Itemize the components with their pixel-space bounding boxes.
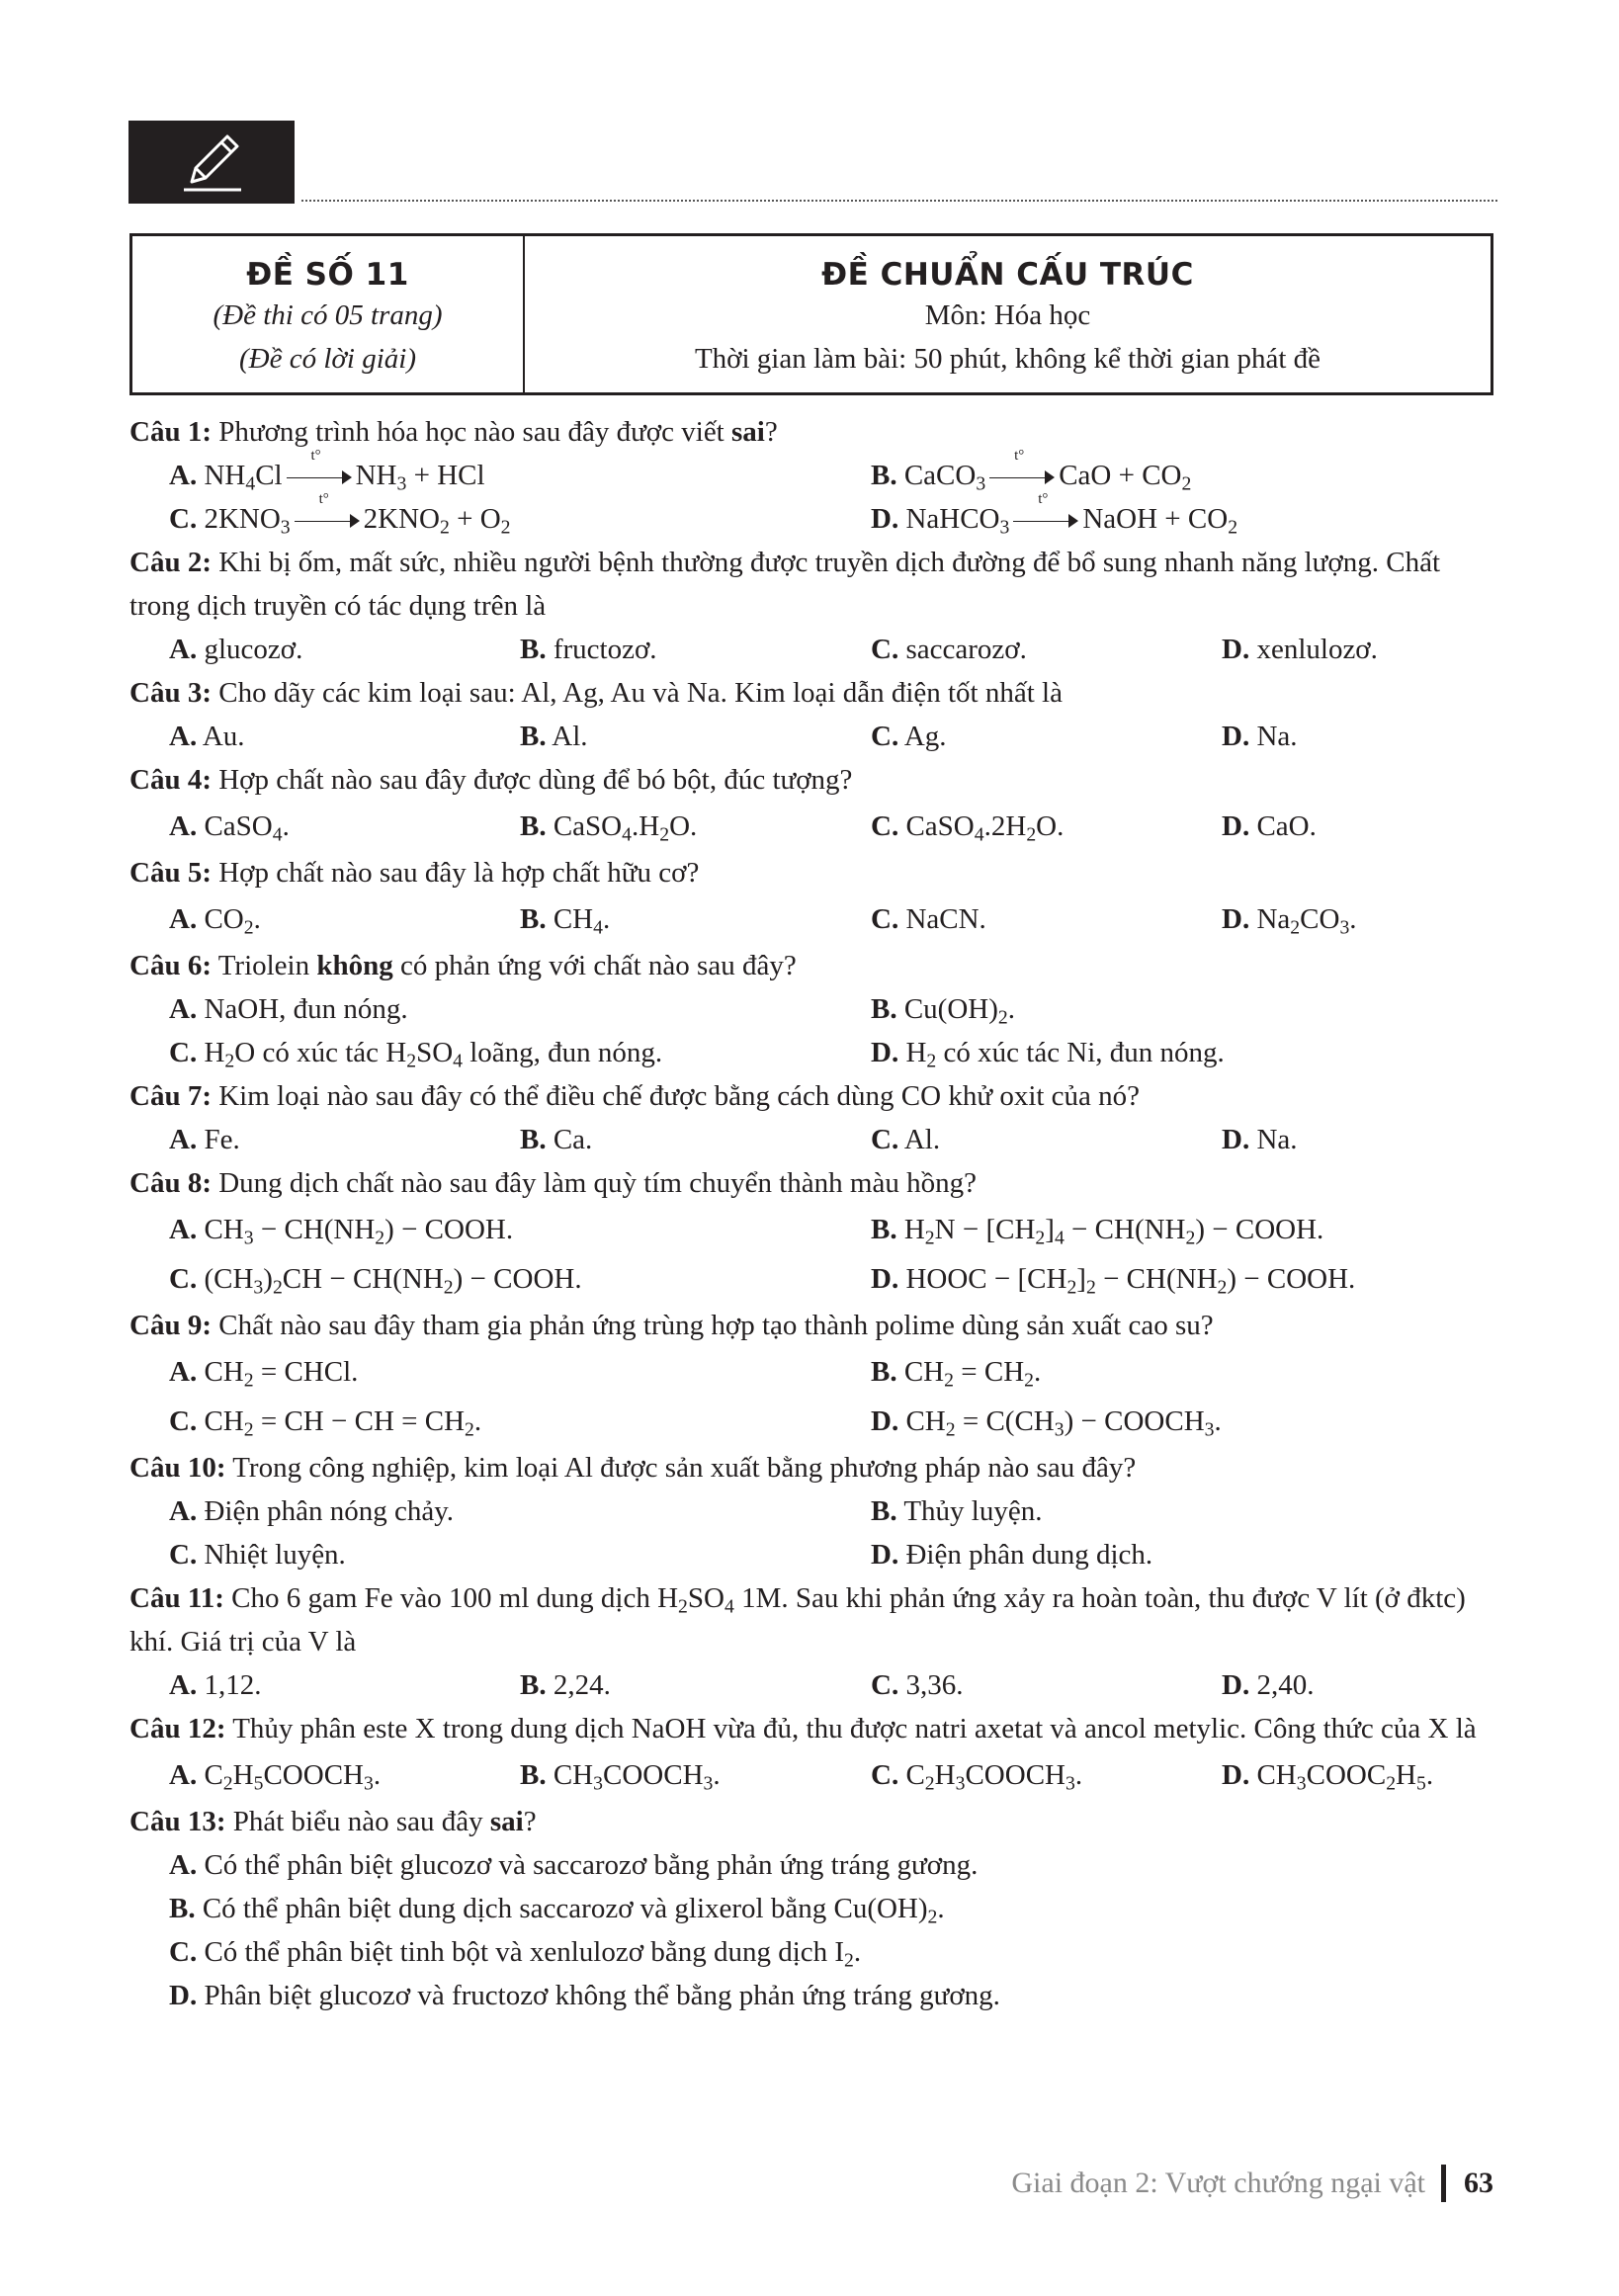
option-a: A. $CH_3 - CH(NH_2)$ − COOH. xyxy=(169,1214,514,1249)
question-1-options-2 xyxy=(129,491,1503,541)
option-b: B. Al. xyxy=(520,721,588,752)
option-b: B. Thủy luyện. xyxy=(871,1495,1043,1527)
option-d: D. $H_2$ có xúc tác Ni, đun nóng. xyxy=(871,1037,1225,1072)
option-a: A. $CH_2$ = CHCl. xyxy=(169,1356,359,1392)
question-12-options xyxy=(129,1750,1503,1800)
question-7: Câu 7: Kim loại nào sau đây có thể điều chế được bằng cách dùng CO khử oxit của nó? xyxy=(129,1080,1141,1112)
subject: Môn: Hóa học xyxy=(924,299,1091,331)
option-b: B. $CaSO_4.H_2O$. xyxy=(520,810,698,846)
page-footer xyxy=(1011,2165,1493,2202)
question-3-options xyxy=(129,715,1503,758)
option-a: A. NaOH, đun nóng. xyxy=(169,993,408,1025)
option-c: C. saccarozơ. xyxy=(871,634,1027,665)
question-10: Câu 10: Trong công nghiệp, kim loại Al được sản xuất bằng phương pháp nào sau đây? xyxy=(129,1452,1137,1484)
option-d: D. $CH_2 = C(CH_3)$ − $COOCH_3$. xyxy=(871,1405,1222,1441)
reaction-arrow: t° xyxy=(295,511,360,531)
option-a: A. 1,12. xyxy=(169,1669,262,1701)
question-6-options-2 xyxy=(129,1031,1503,1074)
question-5-options xyxy=(129,894,1503,944)
question-8: Câu 8: Dung dịch chất nào sau đây làm quỳ tím chuyển thành màu hồng? xyxy=(129,1167,977,1199)
option-b: B. $CH_3COOCH_3$. xyxy=(520,1759,721,1795)
question-3: Câu 3: Cho dãy các kim loại sau: Al, Ag, Au và Na. Kim loại dẫn điện tốt nhất là xyxy=(129,677,1063,709)
exam-number: ĐỀ SỐ 11 xyxy=(246,257,409,293)
question-6-options xyxy=(129,987,1503,1031)
question-9-options-2 xyxy=(129,1397,1503,1446)
option-c: C. $CaSO_4.2H_2O$. xyxy=(871,810,1065,846)
option-d: D. Na. xyxy=(1222,721,1298,752)
option-d: D. xenlulozơ. xyxy=(1222,634,1378,665)
option-d: D. HOOC − $[CH_2]_2 - CH(NH_2)$ − COOH. xyxy=(871,1263,1356,1299)
question-10-options xyxy=(129,1489,1503,1533)
option-c: C. $H_2O$ có xúc tác $H_2SO_4$ loãng, đun nóng. xyxy=(169,1037,663,1072)
question-7-options xyxy=(129,1118,1503,1161)
exam-details xyxy=(525,236,1491,392)
duration: Thời gian làm bài: 50 phút, không kể thời gian phát đề xyxy=(694,343,1321,375)
option-d: D. Na. xyxy=(1222,1124,1298,1155)
option-c: C. 3,36. xyxy=(871,1669,964,1701)
question-10-options-2 xyxy=(129,1533,1503,1576)
page-number: 63 xyxy=(1464,2167,1493,2199)
option-b: B. Có thể phân biệt dung dịch saccarozơ và glixerol bằng $Cu(OH)_2$. xyxy=(169,1893,945,1928)
option-b: B. Ca. xyxy=(520,1124,593,1155)
option-a: A. CaSO$_4$. xyxy=(169,810,290,846)
question-9-options xyxy=(129,1347,1503,1397)
option-d: D. NaHCO$_3$ t° NaOH + $CO_2$ xyxy=(871,491,1238,539)
question-8-options xyxy=(129,1205,1503,1254)
footer-divider xyxy=(1441,2165,1446,2202)
option-b: B. 2,24. xyxy=(520,1669,611,1701)
solution-note: (Đề có lời giải) xyxy=(239,343,416,375)
option-a: A. $C_2H_5COOCH_3$. xyxy=(169,1759,382,1795)
option-a: A. $NH_4Cl$ t° $NH_3$ + HCl xyxy=(169,448,485,495)
option-b: B. $H_2N - [CH_2]_4 - CH(NH_2)$ − COOH. xyxy=(871,1214,1324,1249)
option-d: D. $CH_3COOC_2H_5$. xyxy=(1222,1759,1434,1795)
option-b: B. $Cu(OH)_2$. xyxy=(871,993,1015,1029)
reaction-arrow: t° xyxy=(287,468,352,487)
question-2: Câu 2: Khi bị ốm, mất sức, nhiều người bệnh thường được truyền dịch đường để bổ sung nhanh năng lượng. Chất trong dịch truyền có tác dụng trên là xyxy=(129,547,1441,622)
option-c: C. $2KNO_3$ t° $2KNO_2 + O_2$ xyxy=(169,491,511,539)
question-13: Câu 13: Phát biểu nào sau đây sai? xyxy=(129,1806,537,1837)
option-b: B. fructozơ. xyxy=(520,634,657,665)
option-b: B. $CH_4$. xyxy=(520,903,611,939)
option-c: C. Có thể phân biệt tinh bột và xenlulozơ bằng dung dịch $I_2$. xyxy=(169,1936,862,1972)
footer-text: Giai đoạn 2: Vượt chướng ngại vật xyxy=(1011,2167,1425,2199)
pencil-badge xyxy=(128,121,295,204)
option-d: D. 2,40. xyxy=(1222,1669,1315,1701)
question-6: Câu 6: Triolein không có phản ứng với chất nào sau đây? xyxy=(129,950,797,981)
question-8-options-2 xyxy=(129,1254,1503,1304)
option-d: D. $Na_2CO_3$. xyxy=(1222,903,1357,939)
option-c: C. Nhiệt luyện. xyxy=(169,1539,346,1571)
option-b: B. CaCO$_3$ t° CaO + $CO_2$ xyxy=(871,448,1192,495)
question-4: Câu 4: Hợp chất nào sau đây được dùng để bó bột, đúc tượng? xyxy=(129,764,853,796)
option-d: D. Phân biệt glucozơ và fructozơ không thể bằng phản ứng tráng gương. xyxy=(169,1980,1000,2011)
pages-note: (Đề thi có 05 trang) xyxy=(213,299,443,331)
question-4-options xyxy=(129,802,1503,851)
option-c: C. Al. xyxy=(871,1124,941,1155)
option-c: C. $C_2H_3COOCH_3$. xyxy=(871,1759,1083,1795)
option-b: B. $CH_2 = CH_2$. xyxy=(871,1356,1042,1392)
option-a: A. Au. xyxy=(169,721,245,752)
question-2-options xyxy=(129,628,1503,671)
option-c: C. $(CH_3)_2CH - CH(NH_2)$ − COOH. xyxy=(169,1263,582,1299)
pencil-icon xyxy=(178,128,247,196)
option-d: D. Điện phân dung dịch. xyxy=(871,1539,1153,1571)
exam-type: ĐỀ CHUẨN CẤU TRÚC xyxy=(821,257,1194,293)
option-a: A. Fe. xyxy=(169,1124,240,1155)
dotted-rule xyxy=(301,200,1497,202)
reaction-arrow: t° xyxy=(989,468,1055,487)
question-9: Câu 9: Chất nào sau đây tham gia phản ứng trùng hợp tạo thành polime dùng sản xuất cao su? xyxy=(129,1310,1214,1341)
option-a: A. glucozơ. xyxy=(169,634,303,665)
option-d: D. CaO. xyxy=(1222,810,1317,842)
question-1: Câu 1: Phương trình hóa học nào sau đây được viết sai? xyxy=(129,416,778,448)
question-5: Câu 5: Hợp chất nào sau đây là hợp chất hữu cơ? xyxy=(129,857,700,889)
question-11: Câu 11: Cho 6 gam Fe vào 100 ml dung dịch $H_2SO_4$ 1M. Sau khi phản ứng xảy ra hoàn toàn, thu được V lít (ở đktc) khí. Giá trị của V là xyxy=(129,1582,1466,1658)
option-c: C. Ag. xyxy=(871,721,947,752)
exam-info xyxy=(132,236,525,392)
question-12: Câu 12: Thủy phân este X trong dung dịch NaOH vừa đủ, thu được natri axetat và ancol metylic. Công thức của X là xyxy=(129,1713,1477,1744)
option-a: A. Điện phân nóng chảy. xyxy=(169,1495,455,1527)
exam-header xyxy=(129,233,1493,395)
question-11-options xyxy=(129,1663,1503,1707)
option-c: C. $CH_2$ = CH − CH = $CH_2$. xyxy=(169,1405,482,1441)
question-list xyxy=(129,410,1503,2017)
reaction-arrow: t° xyxy=(1013,511,1078,531)
option-c: C. NaCN. xyxy=(871,903,986,935)
option-a: A. Có thể phân biệt glucozơ và saccarozơ bằng phản ứng tráng gương. xyxy=(169,1849,979,1881)
option-a: A. $CO_2$. xyxy=(169,903,261,939)
